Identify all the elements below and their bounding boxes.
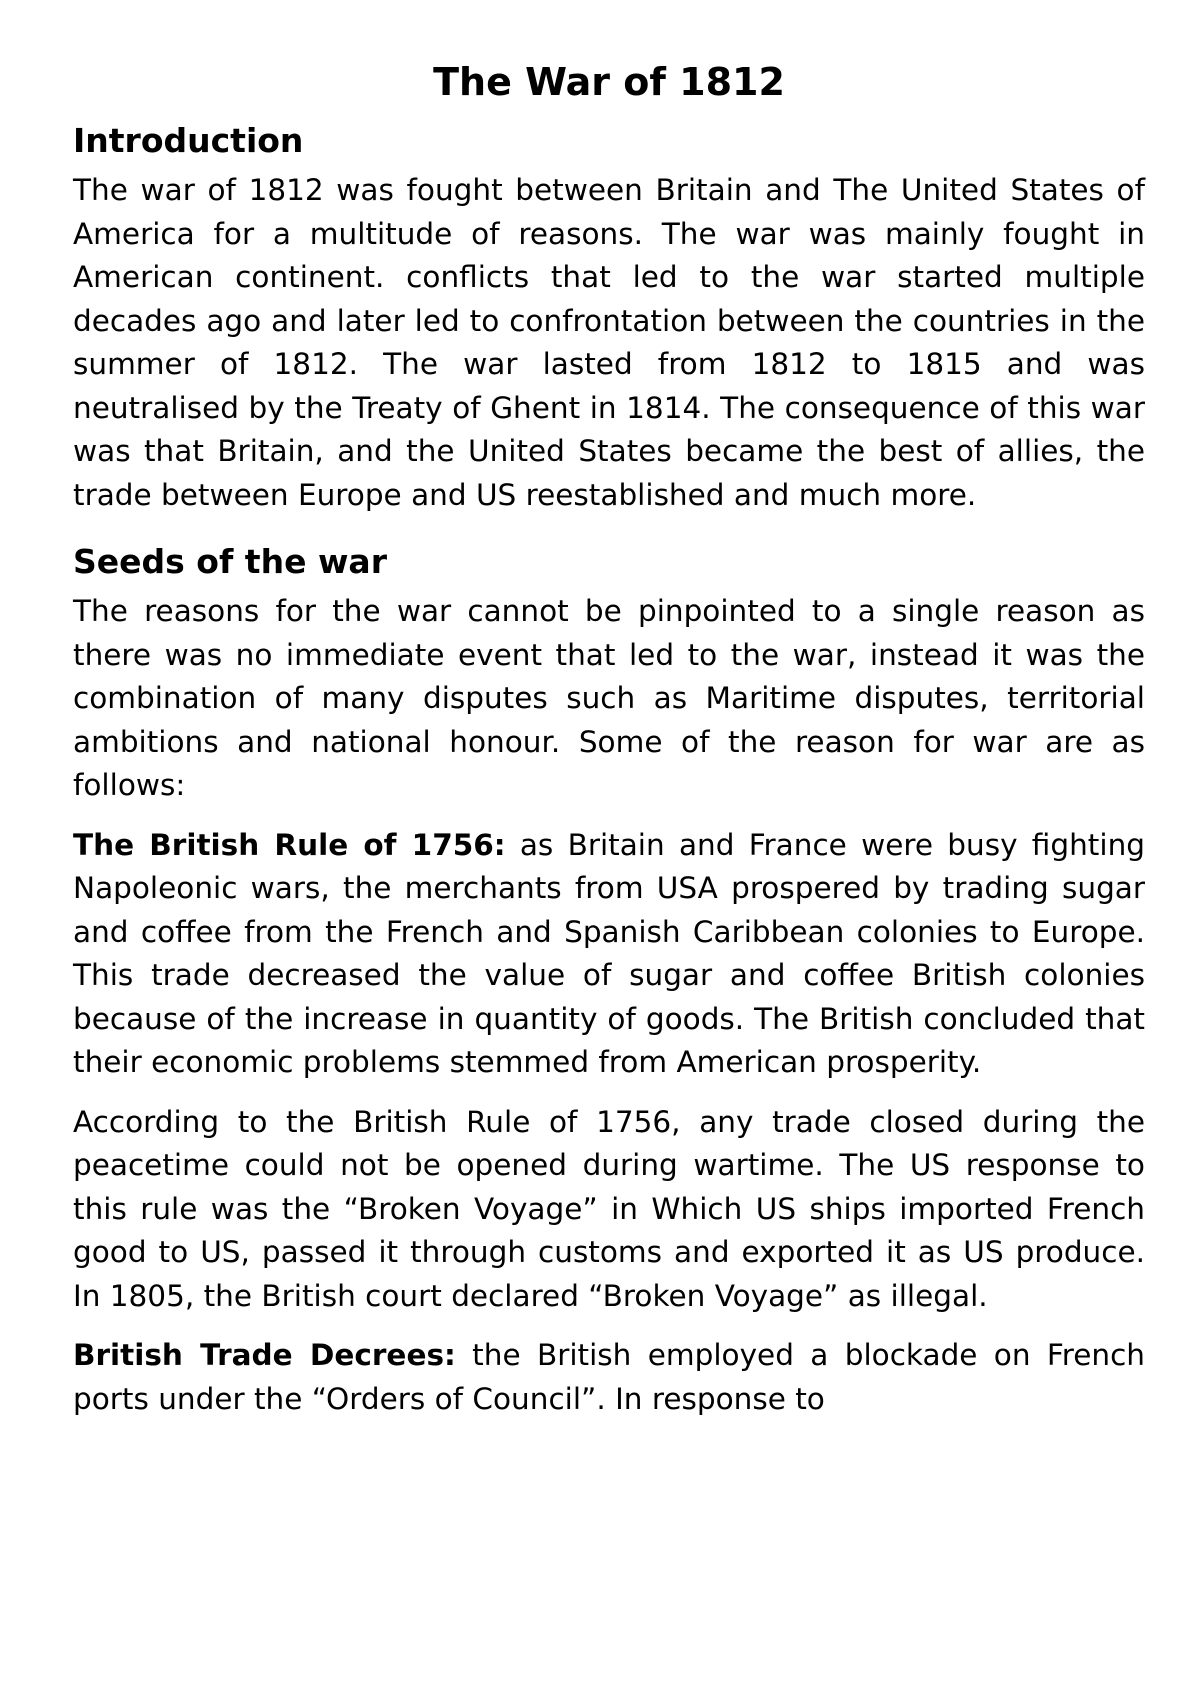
seeds-paragraph: The reasons for the war cannot be pinpointed to a single reason as there was no immediate event that led to the war, instead it was the combination of many disputes such as Maritime disputes, territorial ambitions and national honour. Some of the reason for war are as follows: <box>73 594 1145 802</box>
document-page <box>73 52 1145 1421</box>
trade-decrees-lead: British Trade Decrees: <box>73 1338 456 1372</box>
document-title: The War of 1812 <box>433 60 785 104</box>
trade-decrees-paragraph <box>73 1334 1145 1421</box>
section-heading-seeds-of-the-war: Seeds of the war <box>73 542 387 581</box>
section-heading-introduction: Introduction <box>73 121 304 160</box>
trade-decrees-text: the British employed a blockade on French ports under the “Orders of Council”. In response to <box>73 1338 1145 1416</box>
broken-voyage-paragraph <box>73 1101 1145 1319</box>
british-rule-lead: The British Rule of 1756: <box>73 827 506 862</box>
british-rule-text: as Britain and France were busy fighting Napoleonic wars, the merchants from USA prospered by trading sugar and coffee from the French and Spanish Caribbean colonies to Europe. This trade decreased the value of sugar and coffee British colonies because of the increase in quantity of goods. The British concluded that their economic problems stemmed from American prosperity. <box>73 827 1145 1079</box>
introduction-paragraph: The war of 1812 was fought between Britain and The United States of America for a multitude of reasons. The war was mainly fought in American continent. conflicts that led to the war started multiple decades ago and later led to confrontation between the countries in the summer of 1812. The war lasted from 1812 to 1815 and was neutralised by the Treaty of Ghent in 1814. The consequence of this war was that Britain, and the United States became the best of allies, the trade between Europe and US reestablished and much more. <box>73 173 1145 512</box>
british-rule-paragraph <box>73 824 1145 1085</box>
broken-voyage-text: According to the British Rule of 1756, any trade closed during the peacetime could not be opened during wartime. The US response to this rule was the “Broken Voyage” in Which US ships imported French good to US, passed it through customs and exported it as US produce. In 1805, the British court declared “Broken Voyage” as illegal. <box>73 1104 1145 1313</box>
